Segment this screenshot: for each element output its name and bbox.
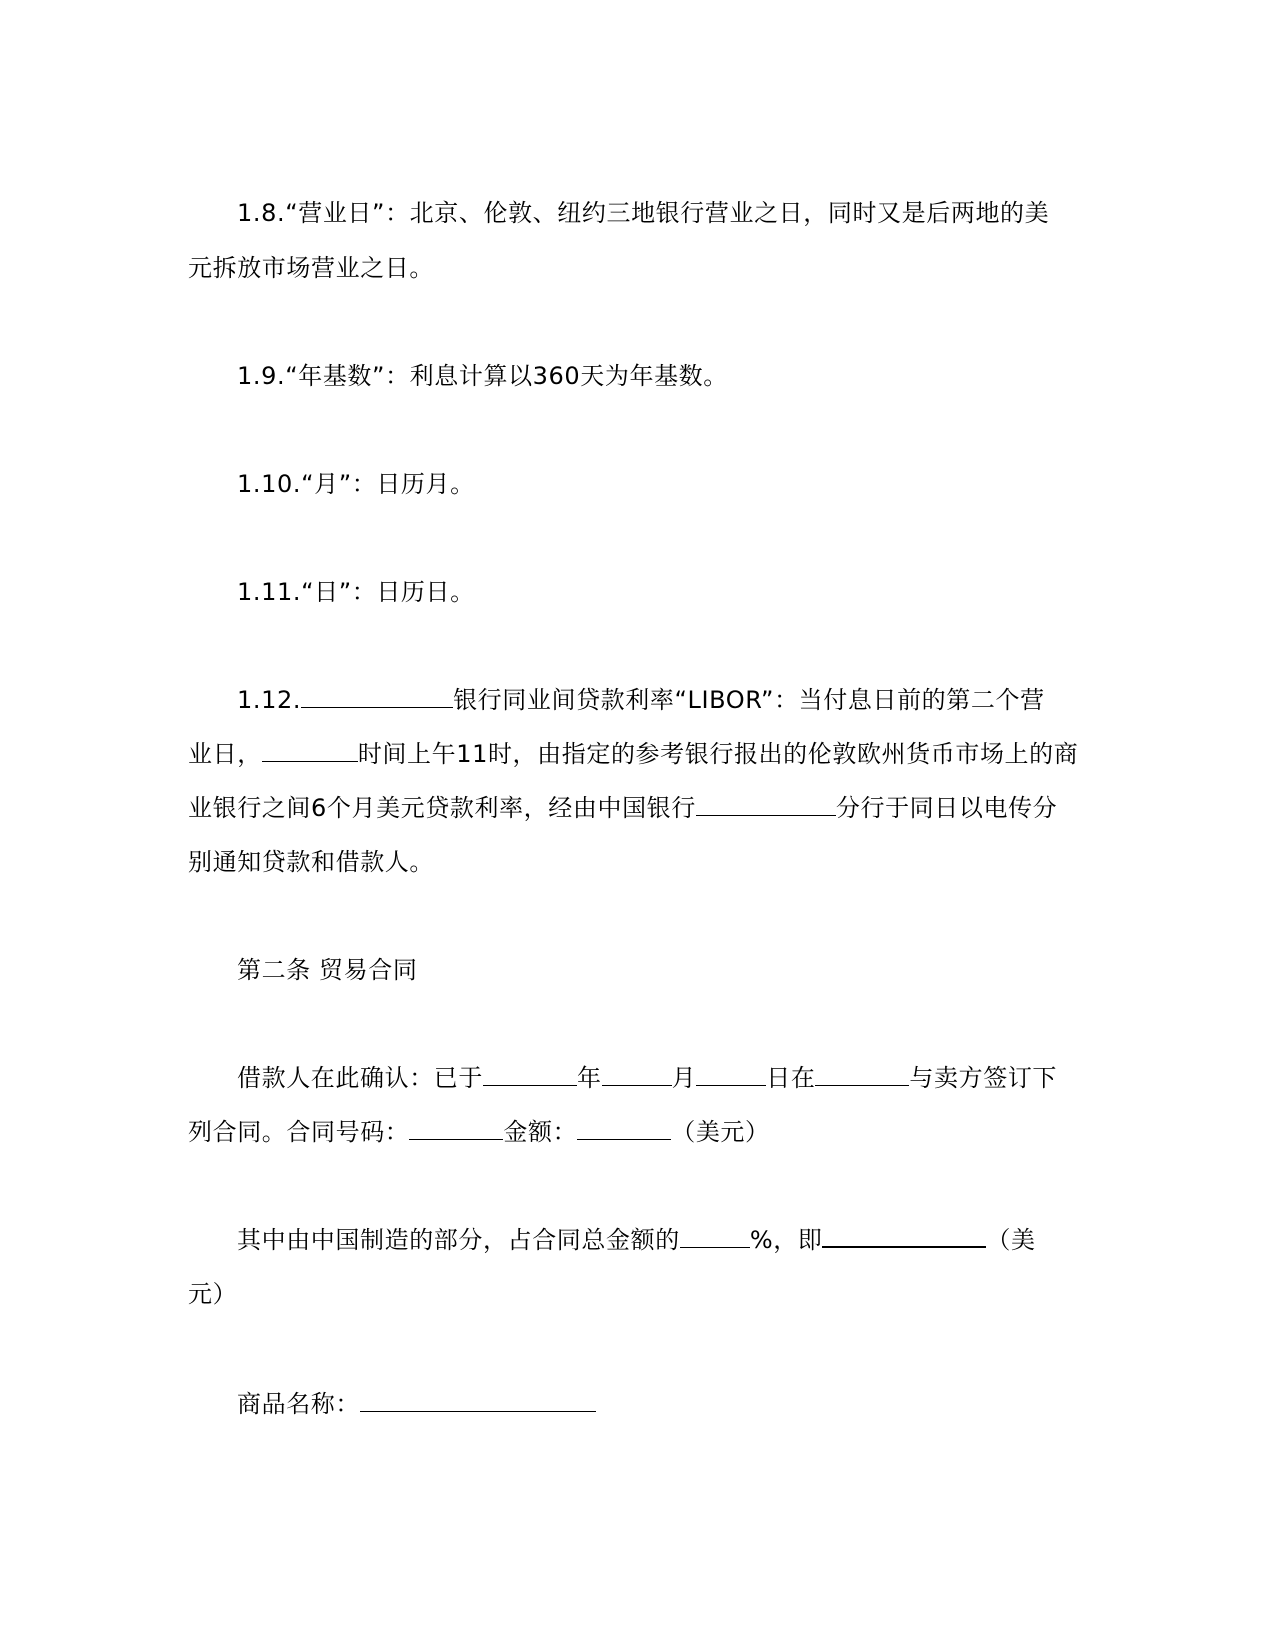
- place-blank[interactable]: [815, 1061, 909, 1086]
- clause-1-8-line-2: [188, 250, 434, 286]
- china-made-amount-blank[interactable]: [822, 1222, 986, 1248]
- clause-1-8-text-cont: 元拆放市场营业之日。: [188, 254, 434, 282]
- year-label: 年: [577, 1064, 602, 1092]
- bank-name-blank[interactable]: [301, 683, 453, 708]
- clause-1-8-text: 1.8.“营业日”：北京、伦敦、纽约三地银行营业之日，同时又是后两地的美: [237, 199, 1050, 227]
- borrower-confirm-text: 借款人在此确认：已于: [237, 1064, 483, 1092]
- goods-name-label: 商品名称：: [237, 1390, 360, 1418]
- article-2-title: [237, 952, 417, 988]
- clause-1-12-line-1: [237, 682, 1045, 718]
- clause-1-12-text-4: 别通知贷款和借款人。: [188, 848, 434, 876]
- goods-name-blank[interactable]: [360, 1387, 596, 1412]
- china-made-text: 其中由中国制造的部分，占合同总金额的: [237, 1226, 680, 1254]
- percent-blank[interactable]: [680, 1223, 750, 1248]
- day-label: 日在: [766, 1064, 816, 1092]
- clause-1-9: [237, 358, 728, 394]
- clause-1-12-line-4: [188, 844, 434, 880]
- currency-label-open: （美: [986, 1226, 1036, 1254]
- contract-number-label: 列合同。合同号码：: [188, 1118, 410, 1146]
- clause-1-12-number: 1.12.: [237, 686, 302, 714]
- clause-1-10-text: 1.10.“月”：日历月。: [237, 470, 475, 498]
- article-2-title-text: 第二条 贸易合同: [237, 956, 418, 984]
- borrower-confirm-text-end: 与卖方签订下: [909, 1064, 1058, 1092]
- clause-1-12-line-3: [188, 790, 1057, 826]
- currency-label-close: 元）: [188, 1280, 238, 1308]
- china-made-line-2: [188, 1276, 237, 1312]
- year-blank[interactable]: [483, 1061, 577, 1086]
- clause-1-12-line-2: [188, 736, 1078, 772]
- contract-number-blank[interactable]: [409, 1115, 503, 1140]
- clause-1-9-text: 1.9.“年基数”：利息计算以360天为年基数。: [237, 362, 728, 390]
- amount-blank[interactable]: [577, 1115, 671, 1140]
- clause-1-12-text-3b: 分行于同日以电传分: [835, 794, 1058, 822]
- amount-label: 金额：: [503, 1118, 578, 1146]
- clause-1-12-text: 银行同业间贷款利率“LIBOR”：当付息日前的第二个营: [453, 686, 1045, 714]
- clause-1-8-line-1: [237, 195, 1049, 231]
- clause-1-11: [237, 574, 475, 610]
- borrower-confirm-line-2: [188, 1114, 770, 1150]
- time-zone-blank[interactable]: [262, 737, 358, 762]
- currency-label: （美元）: [671, 1118, 770, 1146]
- branch-name-blank[interactable]: [696, 791, 836, 816]
- clause-1-11-text: 1.11.“日”：日历日。: [237, 578, 475, 606]
- percent-label: %，即: [749, 1226, 823, 1254]
- day-blank[interactable]: [696, 1061, 766, 1086]
- month-label: 月: [671, 1064, 697, 1092]
- month-blank[interactable]: [602, 1061, 672, 1086]
- clause-1-12-text-2a: 业日，: [188, 740, 262, 768]
- borrower-confirm-line-1: [237, 1060, 1057, 1096]
- goods-name-line: [237, 1386, 596, 1422]
- clause-1-12-text-3a: 业银行之间6个月美元贷款利率，经由中国银行: [188, 794, 696, 822]
- clause-1-10: [237, 466, 475, 502]
- china-made-line-1: [237, 1222, 1036, 1258]
- clause-1-12-text-2b: 时间上午11时，由指定的参考银行报出的伦敦欧州货币市场上的商: [357, 740, 1079, 768]
